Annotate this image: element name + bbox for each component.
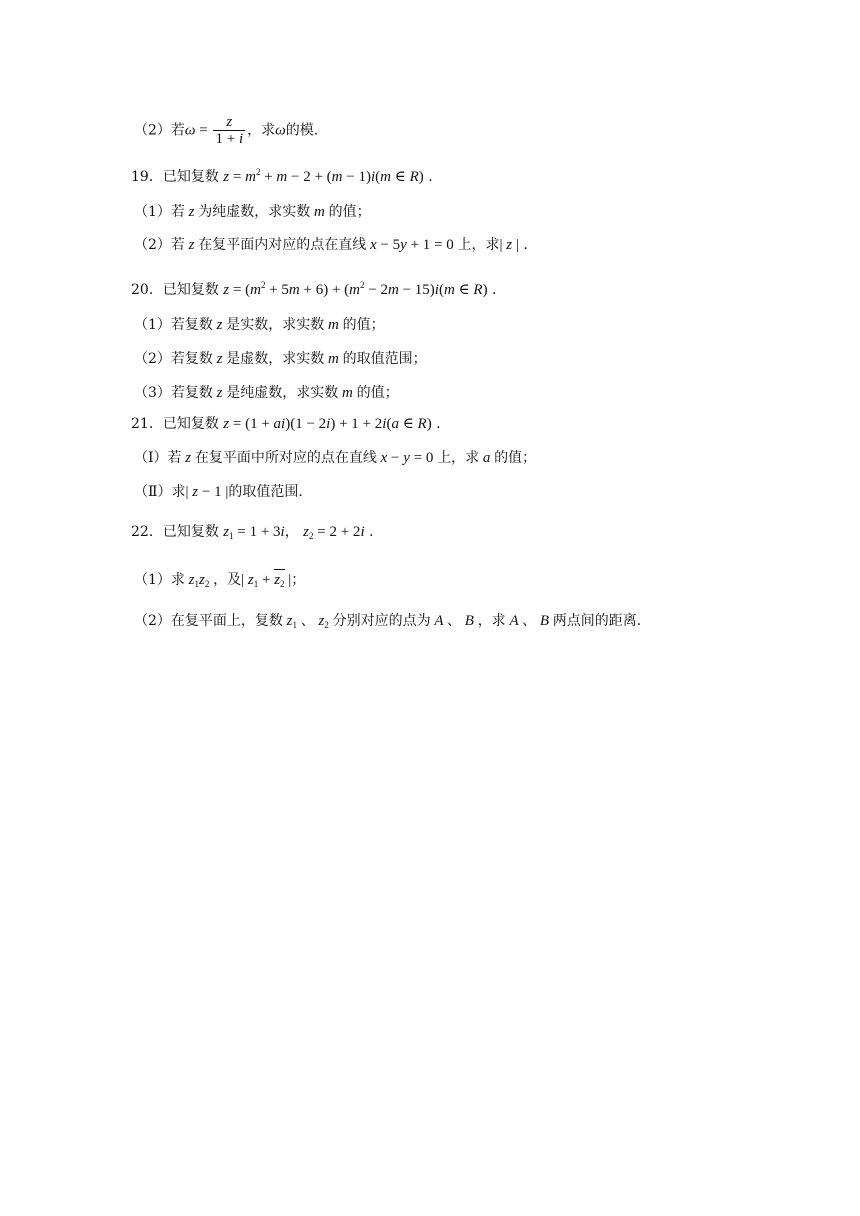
math-formula: $z_1 = 1 + 3i$ <box>223 524 285 541</box>
q21-item2: （Ⅱ）求| z − 1 |的取值范围. <box>134 484 303 500</box>
q22-stem: 22．已知复数 $z_1 = 1 + 3i$， $z_2 = 2 + 2i$ . <box>131 524 374 541</box>
math-formula: | $z_1 + z_2$ | <box>241 572 291 588</box>
q19-item1: （1）若 z 为纯虚数，求实数 m 的值； <box>134 204 371 220</box>
q20-item2: （2）若复数 z 是虚数，求实数 m 的取值范围； <box>134 351 427 367</box>
math-formula: z = (1 + ai)(1 − 2i) + 1 + 2i(a ∈ R) <box>223 416 432 432</box>
math-formula: $z = (m^2 + 5m + 6) + (m^2 - 2m - 15)i(m$ ∈ R) <box>223 280 488 298</box>
math-formula: $z = m^2 + m - 2 + (m - 1)i(m$ ∈ R) <box>223 167 424 185</box>
q20-stem: 20．已知复数 $z = (m^2 + 5m + 6) + (m^2 - 2m - 15)i(m$ ∈ R) . <box>131 280 497 298</box>
math-omega: ω <box>184 122 196 139</box>
math-formula: x − 5y + 1 = 0 <box>366 237 454 253</box>
question-number: 19． <box>131 169 163 185</box>
q22-item1: （1）求 $z_1z_2$ ，及| $z_1 + z_2$ |； <box>134 569 305 593</box>
math-formula: | z − 1 | <box>185 484 229 500</box>
q18-item2: （2）若ω = $\frac{z}{1 + i}$ ，求ω的模. <box>134 114 319 147</box>
math-formula: $z_1z_2$ <box>184 572 210 589</box>
q21-stem: 21．已知复数 z = (1 + ai)(1 − 2i) + 1 + 2i(a ∈ R) . <box>131 416 441 432</box>
q20-item3: （3）若复数 z 是纯虚数，求实数 m 的值； <box>134 385 399 401</box>
q21-item1: （Ⅰ）若 z 在复平面中所对应的点在直线 x − y = 0 上，求 a 的值； <box>134 450 537 466</box>
q19-stem: 19．已知复数 $z = m^2 + m - 2 + (m - 1)i(m$ ∈ R) . <box>131 167 433 185</box>
math-fraction: $\frac{z}{1 + i}$ <box>215 114 244 147</box>
math-formula: x − y = 0 <box>376 450 434 466</box>
q18-item2-label: （2）若 <box>134 122 185 139</box>
math-formula: $z_2 = 2 + 2i$ <box>303 524 365 541</box>
question-number: 21． <box>131 416 163 432</box>
question-number: 20． <box>131 282 163 298</box>
q20-item1: （1）若复数 z 是实数，求实数 m 的值； <box>134 317 385 333</box>
math-omega: ω <box>275 122 286 139</box>
question-number: 22． <box>131 524 163 540</box>
q22-item2: （2）在复平面上，复数 $z_1$ 、 $z_2$ 分别对应的点为 A 、 B ，求 A 、 B 两点间的距离. <box>134 613 642 630</box>
q19-item2: （2）若 z 在复平面内对应的点在直线 x − 5y + 1 = 0 上，求| z | . <box>134 237 528 253</box>
